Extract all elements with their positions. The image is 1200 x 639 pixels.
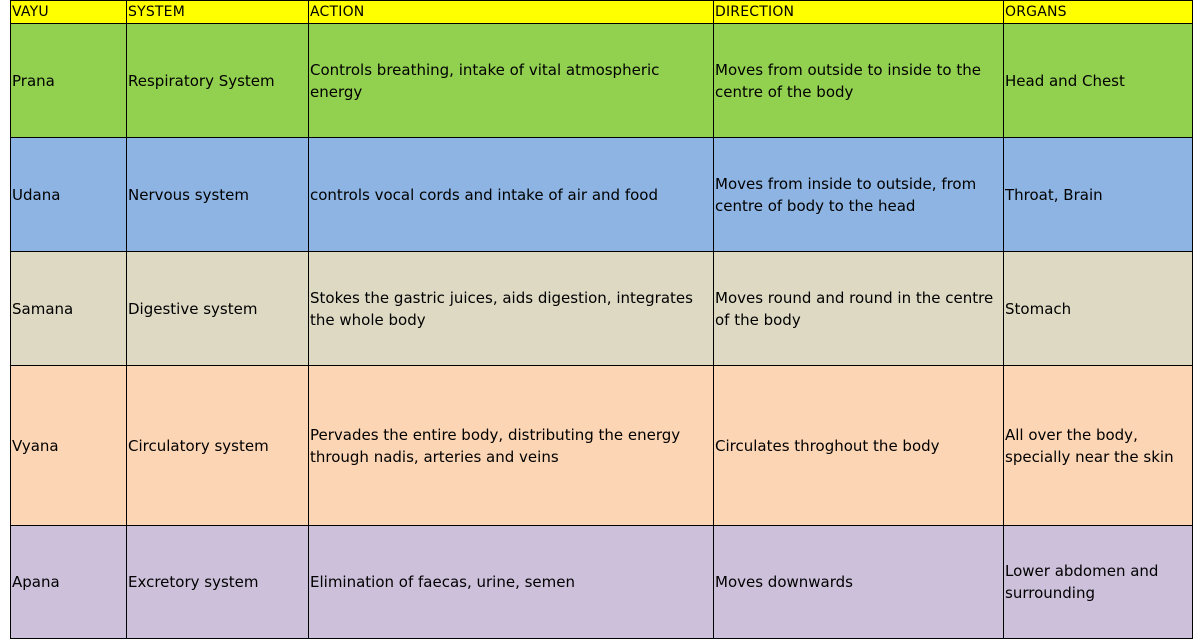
cell-direction: Moves downwards: [714, 526, 1004, 639]
cell-action: Stokes the gastric juices, aids digestion, integrates the whole body: [309, 252, 714, 366]
cell-system: Circulatory system: [127, 366, 309, 526]
cell-organs: Lower abdomen and surrounding: [1004, 526, 1193, 639]
cell-organs: All over the body, specially near the skin: [1004, 366, 1193, 526]
table-body: [11, 24, 1193, 639]
cell-vayu: Udana: [11, 138, 127, 252]
cell-action: Pervades the entire body, distributing the energy through nadis, arteries and veins: [309, 366, 714, 526]
cell-organs: Stomach: [1004, 252, 1193, 366]
cell-action: Controls breathing, intake of vital atmospheric energy: [309, 24, 714, 138]
cell-direction: Moves round and round in the centre of the body: [714, 252, 1004, 366]
cell-organs: Throat, Brain: [1004, 138, 1193, 252]
header-row: [11, 1, 1193, 24]
cell-direction: Circulates throghout the body: [714, 366, 1004, 526]
cell-system: Nervous system: [127, 138, 309, 252]
table-header: [11, 1, 1193, 24]
cell-direction: Moves from outside to inside to the centre of the body: [714, 24, 1004, 138]
header-action: ACTION: [309, 1, 714, 24]
cell-vayu: Apana: [11, 526, 127, 639]
header-organs: ORGANS: [1004, 1, 1193, 24]
cell-vayu: Vyana: [11, 366, 127, 526]
cell-system: Digestive system: [127, 252, 309, 366]
table-row: [11, 24, 1193, 138]
table-row: [11, 138, 1193, 252]
header-system: SYSTEM: [127, 1, 309, 24]
header-vayu: VAYU: [11, 1, 127, 24]
cell-action: controls vocal cords and intake of air and food: [309, 138, 714, 252]
cell-vayu: Samana: [11, 252, 127, 366]
cell-system: Excretory system: [127, 526, 309, 639]
table-row: [11, 252, 1193, 366]
cell-vayu: Prana: [11, 24, 127, 138]
cell-system: Respiratory System: [127, 24, 309, 138]
table-row: [11, 366, 1193, 526]
header-direction: DIRECTION: [714, 1, 1004, 24]
cell-action: Elimination of faecas, urine, semen: [309, 526, 714, 639]
cell-organs: Head and Chest: [1004, 24, 1193, 138]
table-row: [11, 526, 1193, 639]
vayu-table: [10, 0, 1193, 639]
cell-direction: Moves from inside to outside, from centre of body to the head: [714, 138, 1004, 252]
